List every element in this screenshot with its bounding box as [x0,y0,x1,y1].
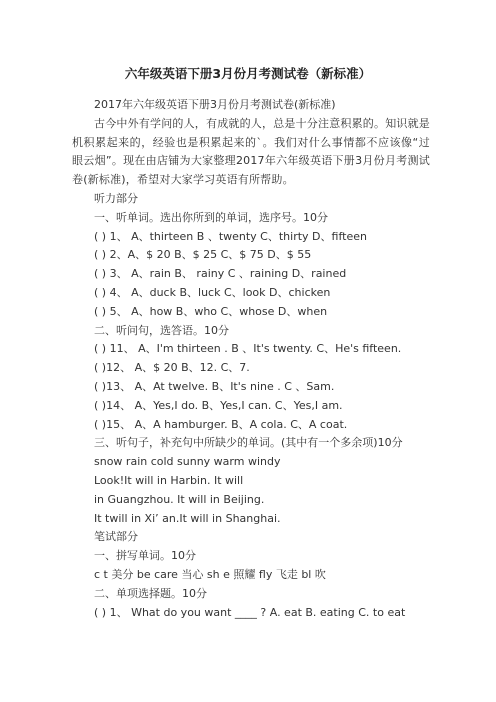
question-item: ( ) 1、 What do you want ____ ? A. eat B. eating C. to eat [94,605,406,619]
fill-sentence: Look!It will in Harbin. It will [94,473,244,487]
question-item: ( )12、 A、$ 20 B、12. C、7. [94,361,250,375]
question-item: ( ) 5、 A、how B、who C、whose D、when [94,304,328,318]
spelling-items: c t 美分 be care 当心 sh e 照耀 fly 飞走 bl 吹 [94,567,326,581]
question-item: ( )14、 A、Yes,I do. B、Yes,I can. C、Yes,I am. [94,398,343,412]
question-item: ( ) 3、 A、rain B、 rainy C 、raining D、rained [94,267,347,281]
question-item: ( ) 11、 A、I'm thirteen . B 、It's twenty. C、He's fifteen. [94,342,402,356]
document-title: 六年级英语下册3月份月考测试卷（新标准） [124,66,372,81]
fill-sentence: in Guangzhou. It will in Beijing. [94,492,265,506]
question-heading-choice: 二、单项选择题。10分 [94,586,207,600]
section-heading-written: 笔试部分 [94,530,138,544]
question-heading-1: 一、听单词。选出你所到的单词，选序号。10分 [94,210,328,224]
question-heading-2: 二、听问句，选答语。10分 [94,323,229,337]
question-heading-spelling: 一、拼写单词。10分 [94,549,196,563]
question-item: ( ) 1、 A、thirteen B 、twenty C、thirty D、fifteen [94,229,367,243]
question-item: ( ) 2、A、$ 20 B、$ 25 C、$ 75 D、$ 55 [94,248,312,262]
question-item: ( ) 4、 A、duck B、luck C、look D、chicken [94,285,331,299]
document-subtitle: 2017年六年级英语下册3月份月考测试卷(新标准) [94,98,336,111]
question-item: ( )13、 A、At twelve. B、It's nine . C 、Sam. [94,379,335,393]
word-bank: snow rain cold sunny warm windy [94,455,281,469]
intro-paragraph: 古今中外有学问的人，有成就的人，总是十分注意积累的。知识就是机积累起来的，经验也是积累起来的`。我们对什么事情都不应该像“过眼云烟”。现在由店铺为大家整理2017年六年级英语下册3月份月考测试卷(新标准)，希望对大家学习英语有所帮助。 [72,116,430,187]
question-heading-3: 三、听句子，补充句中所缺少的单词。(其中有一个多余项)10分 [94,436,403,450]
fill-sentence: It twill in Xi’ an.It will in Shanghai. [94,511,281,525]
question-item: ( )15、 A、A hamburger. B、A cola. C、A coat. [94,417,348,431]
document-body [72,96,430,622]
section-heading-listening: 听力部分 [94,191,138,205]
